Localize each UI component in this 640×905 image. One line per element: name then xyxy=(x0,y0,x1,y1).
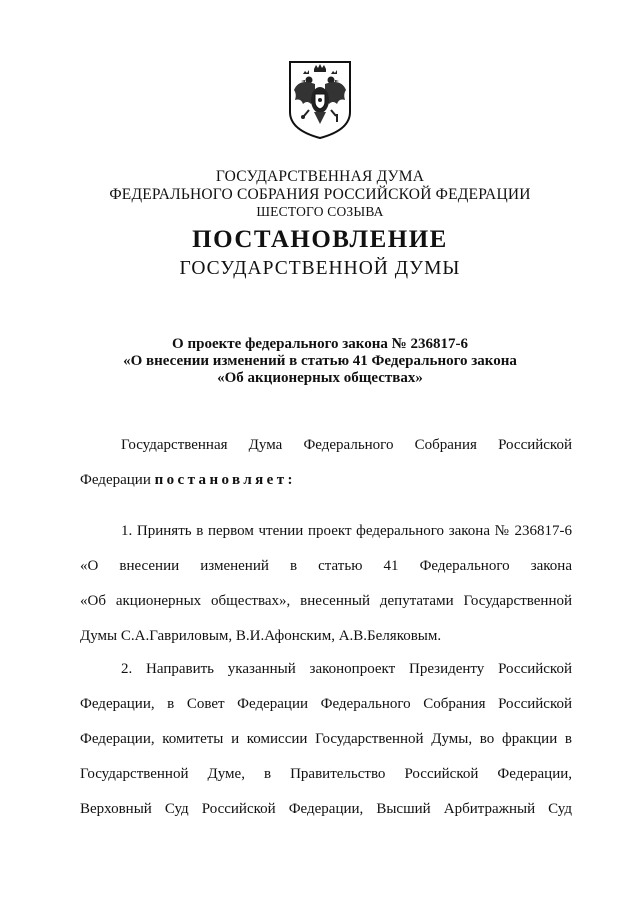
item2-line2: Федерации, в Совет Федерации Федерального Собрания Российской xyxy=(80,696,572,712)
subject-line3: «Об акционерных обществах» xyxy=(217,370,423,386)
item2-line4: Государственной Думе, в Правительство Российской Федерации, xyxy=(80,766,572,782)
coat-of-arms-emblem xyxy=(287,60,353,140)
item1-line4: Думы С.А.Гавриловым, В.И.Афонским, А.В.Беляковым. xyxy=(80,628,442,644)
convocation: ШЕСТОГО СОЗЫВА xyxy=(256,204,384,219)
document-type-subtitle: ГОСУДАРСТВЕННОЙ ДУМЫ xyxy=(179,258,461,279)
org-name-line1: ГОСУДАРСТВЕННАЯ ДУМА xyxy=(215,168,425,185)
org-name-line2: ФЕДЕРАЛЬНОГО СОБРАНИЯ РОССИЙСКОЙ ФЕДЕРАЦИИ xyxy=(109,186,531,203)
resolves-keyword: постановляет: xyxy=(154,472,296,488)
subject-line1: О проекте федерального закона № 236817-6 xyxy=(172,336,468,352)
preamble-line1: Государственная Дума Федерального Собрания Российской xyxy=(121,437,572,453)
item2-line5: Верховный Суд Российской Федерации, Высший Арбитражный Суд xyxy=(80,801,572,817)
preamble-line2 xyxy=(80,471,572,489)
document-type-title: ПОСТАНОВЛЕНИЕ xyxy=(192,226,448,253)
item1-line3: «Об акционерных обществах», внесенный депутатами Государственной xyxy=(80,593,572,609)
preamble-line2-start: Федерации xyxy=(80,472,151,488)
item2-line3: Федерации, комитеты и комиссии Государственной Думы, во фракции в xyxy=(80,731,572,747)
subject-line2: «О внесении изменений в статью 41 Федерального закона xyxy=(123,353,517,369)
item1-line2: «О внесении изменений в статью 41 Федерального закона xyxy=(80,558,572,574)
item2-line1: 2. Направить указанный законопроект Президенту Российской xyxy=(121,661,572,677)
item1-line1: 1. Принять в первом чтении проект федерального закона № 236817-6 xyxy=(121,523,572,539)
